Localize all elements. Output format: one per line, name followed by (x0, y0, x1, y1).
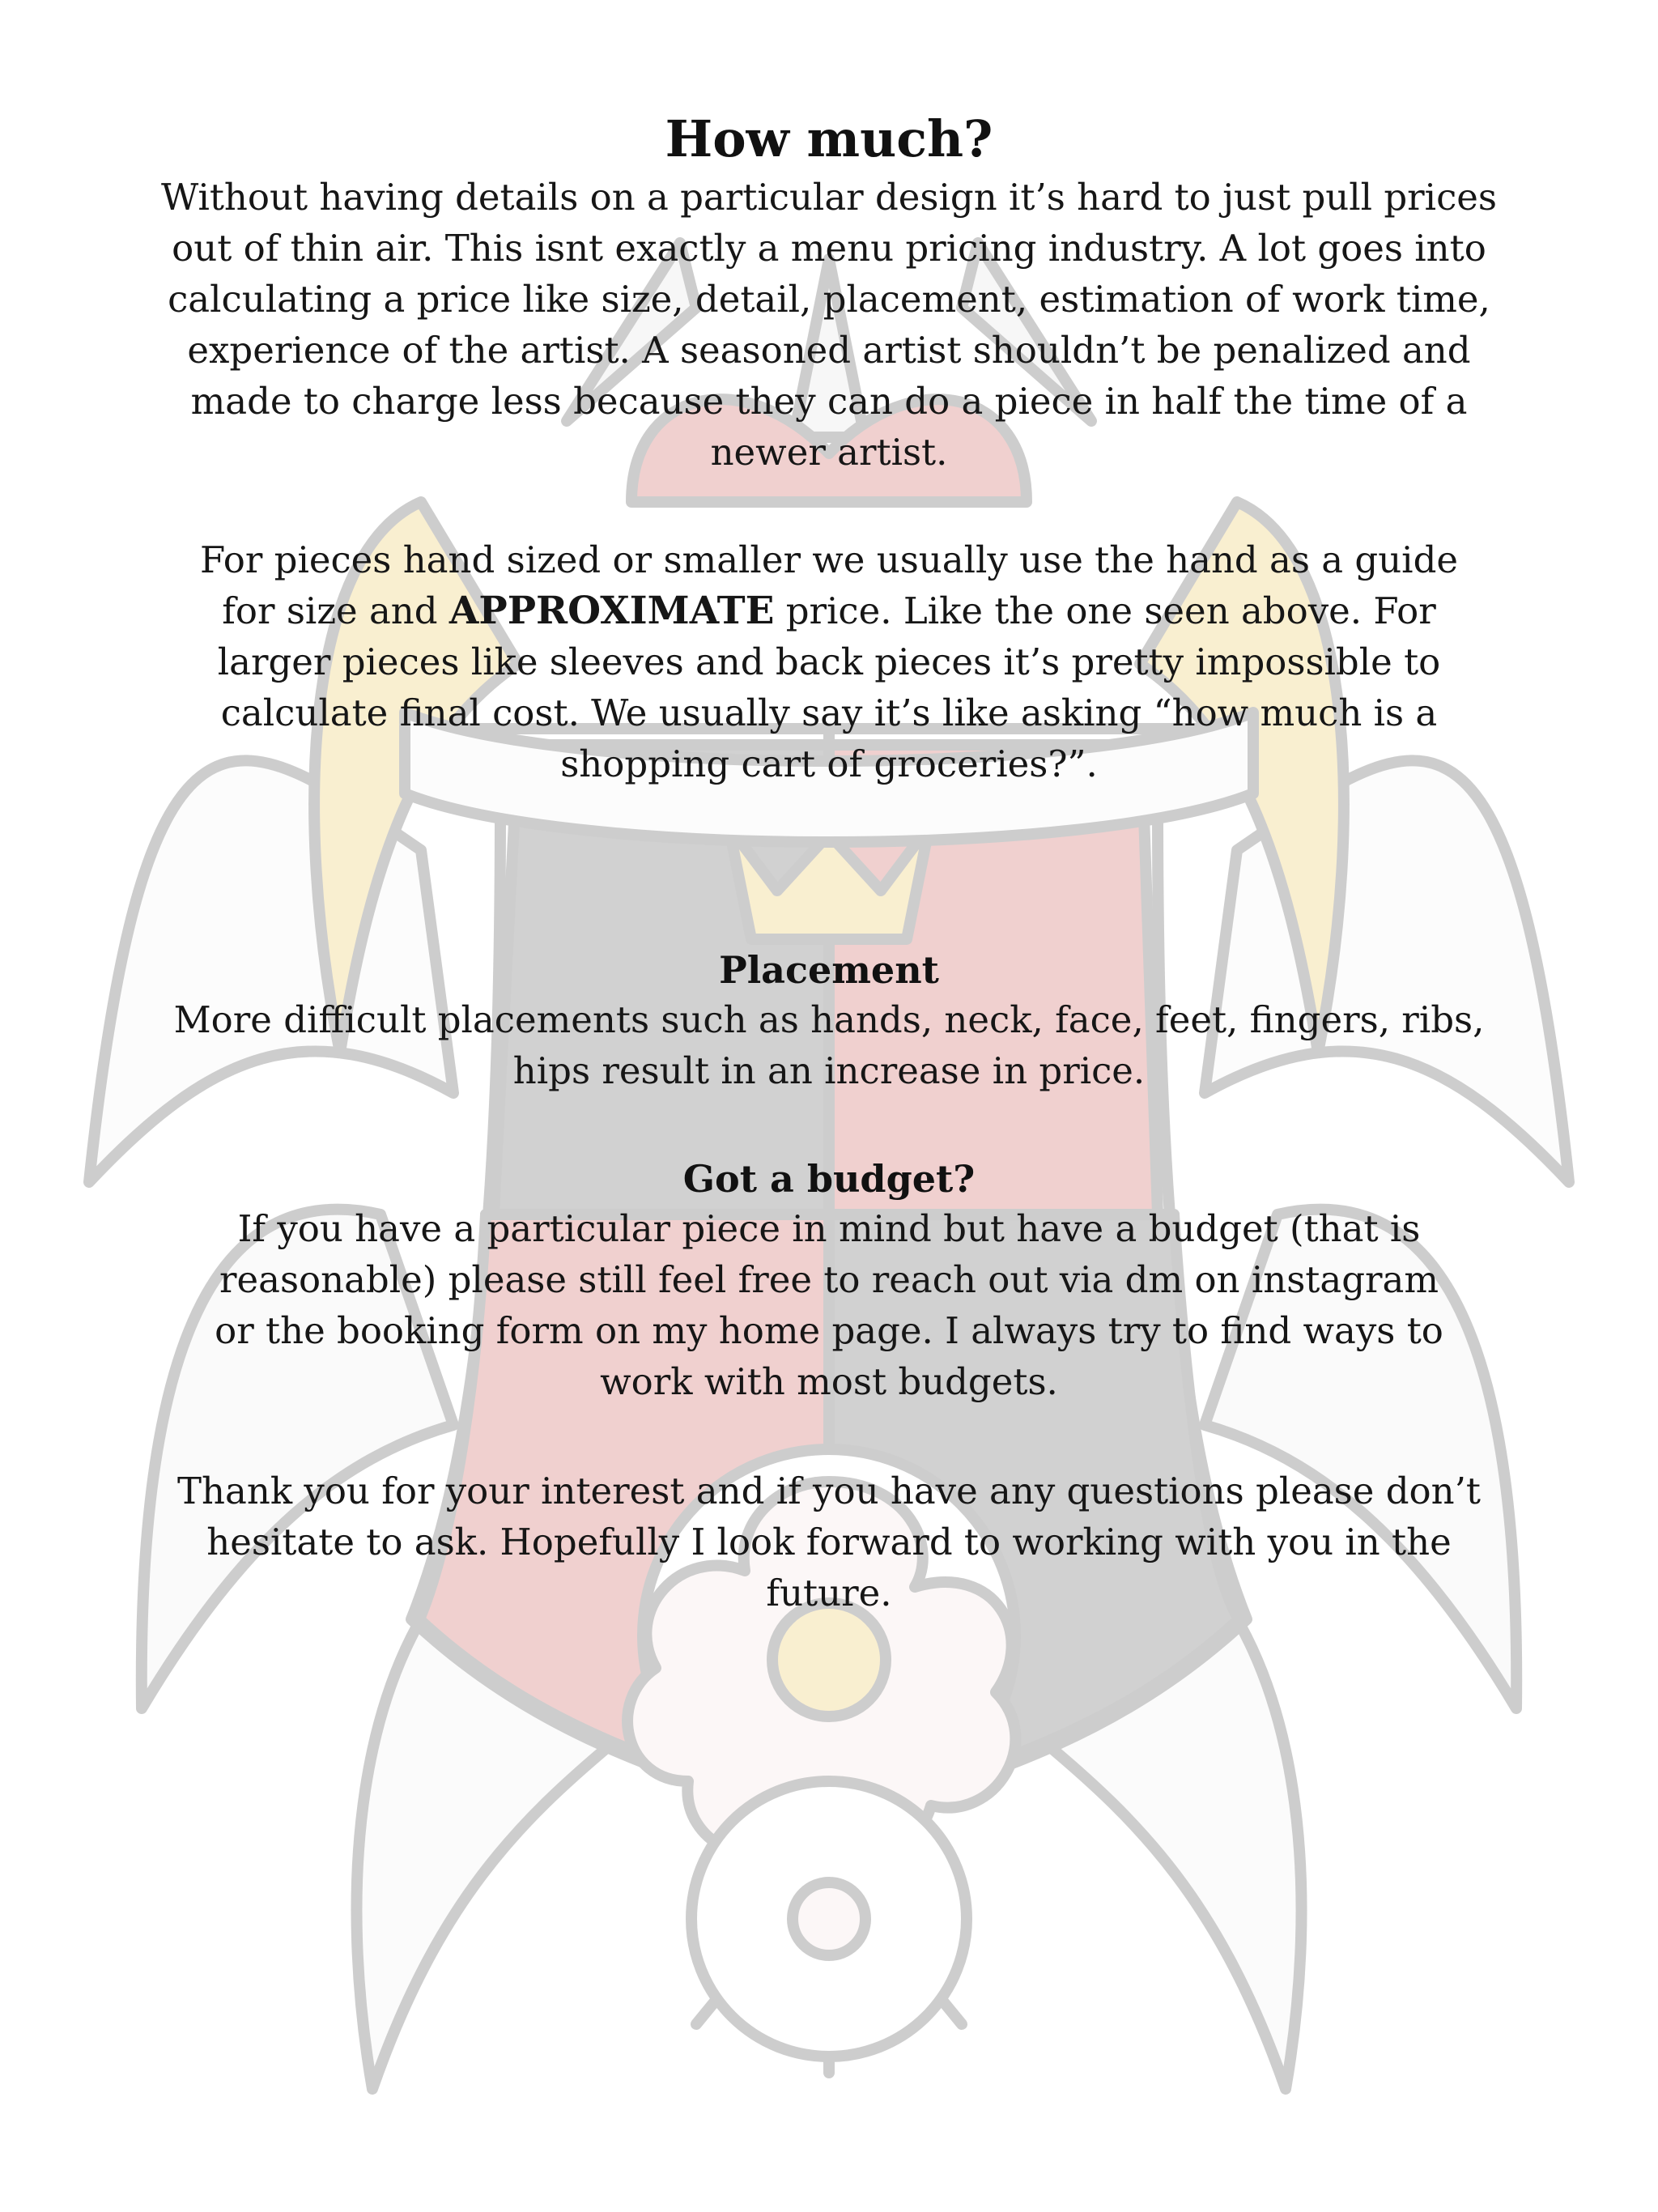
intro-paragraph: Without having details on a particular design it’s hard to just pull prices out of thin air. This isnt exactly a menu pricing industry. A lot goes into calculating a price like size, detail, placement, estimation of work time, experience of the artist. A seasoned artist shouldn’t be penalized and made to charge less because they can do a piece in half the time of a newer artist. (160, 176, 1497, 474)
placement-section (0, 946, 1658, 1096)
budget-paragraph: If you have a particular piece in mind but have a budget (that is reasonable) please still feel free to reach out via dm on instagram or the booking form on my home page. I always try to find ways to work with most budgets. (215, 1207, 1443, 1403)
sizing-text-before: For pieces hand sized or smaller we usually use the hand as a guide for size and (199, 538, 1459, 632)
sizing-section (0, 534, 1658, 789)
how-much-section (0, 107, 1658, 478)
closing-paragraph: Thank you for your interest and if you have any questions please don’t hesitate to ask. Hopefully I look forward to working with you in the future. (177, 1470, 1481, 1614)
budget-section (0, 1155, 1658, 1407)
placement-paragraph: More difficult placements such as hands, neck, face, feet, fingers, ribs, hips result in an increase in price. (173, 998, 1485, 1092)
placement-heading: Placement (719, 948, 939, 992)
budget-heading: Got a budget? (682, 1157, 976, 1201)
page-title: How much? (665, 109, 993, 168)
closing-section (0, 1465, 1658, 1619)
sizing-paragraph (181, 534, 1477, 789)
sizing-text-after: price. Like the one seen above. For larger pieces like sleeves and back pieces it’s pretty impossible to calculate final cost. We usually say it’s like asking “how much is a shopping cart of groceries?”. (217, 589, 1441, 785)
approximate-emphasis: APPROXIMATE (449, 589, 775, 633)
